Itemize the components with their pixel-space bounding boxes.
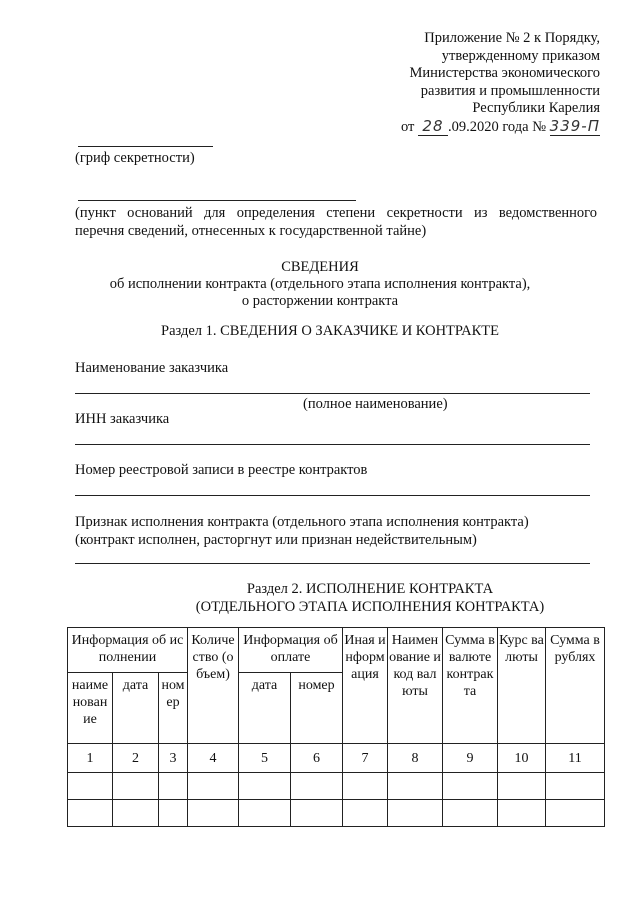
header-other-info: Иная информация — [343, 628, 388, 744]
table-cell[interactable] — [546, 800, 605, 827]
header-exec-info: Информация об исполнении — [68, 628, 188, 673]
inn-line[interactable] — [75, 444, 590, 445]
column-number: 2 — [113, 744, 159, 773]
table-cell[interactable] — [291, 800, 343, 827]
header-payment-info: Информация об оплате — [239, 628, 343, 673]
table-cell[interactable] — [113, 800, 159, 827]
appendix-line: Министерства экономического — [409, 65, 600, 81]
table-cell[interactable] — [68, 800, 113, 827]
appendix-line: утвержденному приказом — [441, 47, 600, 64]
column-number: 8 — [388, 744, 443, 773]
execution-sign-hint: (контракт исполнен, расторгнут или признан недействительным) — [75, 532, 477, 548]
table-cell[interactable] — [113, 773, 159, 800]
appendix-line: развития и промышленности — [420, 82, 600, 99]
table-cell[interactable] — [498, 800, 546, 827]
subheader-pay-date: дата — [239, 673, 291, 744]
subheader-number: номер — [159, 673, 188, 744]
subheader-date: дата — [113, 673, 159, 744]
execution-sign-line[interactable] — [75, 563, 590, 564]
column-number: 10 — [498, 744, 546, 773]
column-number: 9 — [443, 744, 498, 773]
appendix-date-line — [401, 118, 600, 137]
table-cell[interactable] — [388, 773, 443, 800]
basis-label-line1: (пункт оснований для определения степени секретности из ведомственного — [75, 205, 597, 221]
header-currency-name: Наименование и код валюты — [388, 628, 443, 744]
header-sum-rub: Сумма в рублях — [546, 628, 605, 744]
section2-heading-line2: (ОТДЕЛЬНОГО ЭТАПА ИСПОЛНЕНИЯ КОНТРАКТА) — [195, 599, 545, 615]
registry-number-line[interactable] — [75, 495, 590, 496]
table-cell[interactable] — [388, 800, 443, 827]
customer-name-label: Наименование заказчика — [75, 360, 229, 376]
document-subtitle-line: о расторжении контракта — [241, 293, 399, 309]
table-cell[interactable] — [159, 800, 188, 827]
column-number: 1 — [68, 744, 113, 773]
document-title: СВЕДЕНИЯ — [281, 259, 359, 275]
section1-heading: Раздел 1. СВЕДЕНИЯ О ЗАКАЗЧИКЕ И КОНТРАКТЕ — [161, 323, 499, 339]
table-cell[interactable] — [239, 773, 291, 800]
table-cell[interactable] — [343, 800, 388, 827]
order-number-handwritten: 339-П — [549, 116, 600, 135]
table-cell[interactable] — [239, 800, 291, 827]
table-header-row — [68, 628, 605, 673]
column-number: 7 — [343, 744, 388, 773]
table-cell[interactable] — [443, 800, 498, 827]
table-cell[interactable] — [343, 773, 388, 800]
table-cell[interactable] — [188, 773, 239, 800]
column-number: 11 — [546, 744, 605, 773]
full-name-hint: (полное наименование) — [303, 396, 448, 412]
subheader-pay-number: номер — [291, 673, 343, 744]
column-number: 5 — [239, 744, 291, 773]
date-prefix: от — [400, 118, 415, 135]
execution-sign-label: Признак исполнения контракта (отдельного этапа исполнения контракта) — [75, 514, 529, 530]
table-cell[interactable] — [159, 773, 188, 800]
table-cell[interactable] — [498, 773, 546, 800]
table-row — [68, 800, 605, 827]
secrecy-stamp-line — [78, 146, 213, 147]
appendix-block — [401, 30, 600, 136]
table-cell[interactable] — [546, 773, 605, 800]
table-number-row — [68, 744, 605, 773]
header-rate: Курс валюты — [498, 628, 546, 744]
document-subtitle-line: об исполнении контракта (отдельного этапа исполнения контракта), — [109, 276, 531, 292]
column-number: 4 — [188, 744, 239, 773]
header-quantity: Количество (объем) — [188, 628, 239, 744]
subheader-name: наименование — [68, 673, 113, 744]
column-number: 3 — [159, 744, 188, 773]
column-number: 6 — [291, 744, 343, 773]
basis-line — [78, 200, 356, 201]
table-cell[interactable] — [291, 773, 343, 800]
table-cell[interactable] — [443, 773, 498, 800]
date-day-handwritten: 28 — [418, 118, 448, 137]
table-cell[interactable] — [68, 773, 113, 800]
appendix-line: Республики Карелия — [472, 100, 600, 116]
table-cell[interactable] — [188, 800, 239, 827]
table-row — [68, 773, 605, 800]
contract-execution-table — [67, 627, 605, 827]
appendix-line: Приложение № 2 к Порядку, — [424, 30, 600, 46]
basis-label-line2: перечня сведений, отнесенных к государственной тайне) — [75, 223, 427, 239]
date-rest: .09.2020 года № — [447, 118, 547, 135]
customer-name-line[interactable] — [75, 393, 590, 394]
registry-number-label: Номер реестровой записи в реестре контрактов — [75, 462, 368, 478]
secrecy-label: (гриф секретности) — [75, 150, 195, 166]
inn-label: ИНН заказчика — [75, 411, 170, 427]
header-sum-contract-currency: Сумма в валюте контракта — [443, 628, 498, 744]
section2-heading: Раздел 2. ИСПОЛНЕНИЕ КОНТРАКТА — [246, 581, 494, 597]
